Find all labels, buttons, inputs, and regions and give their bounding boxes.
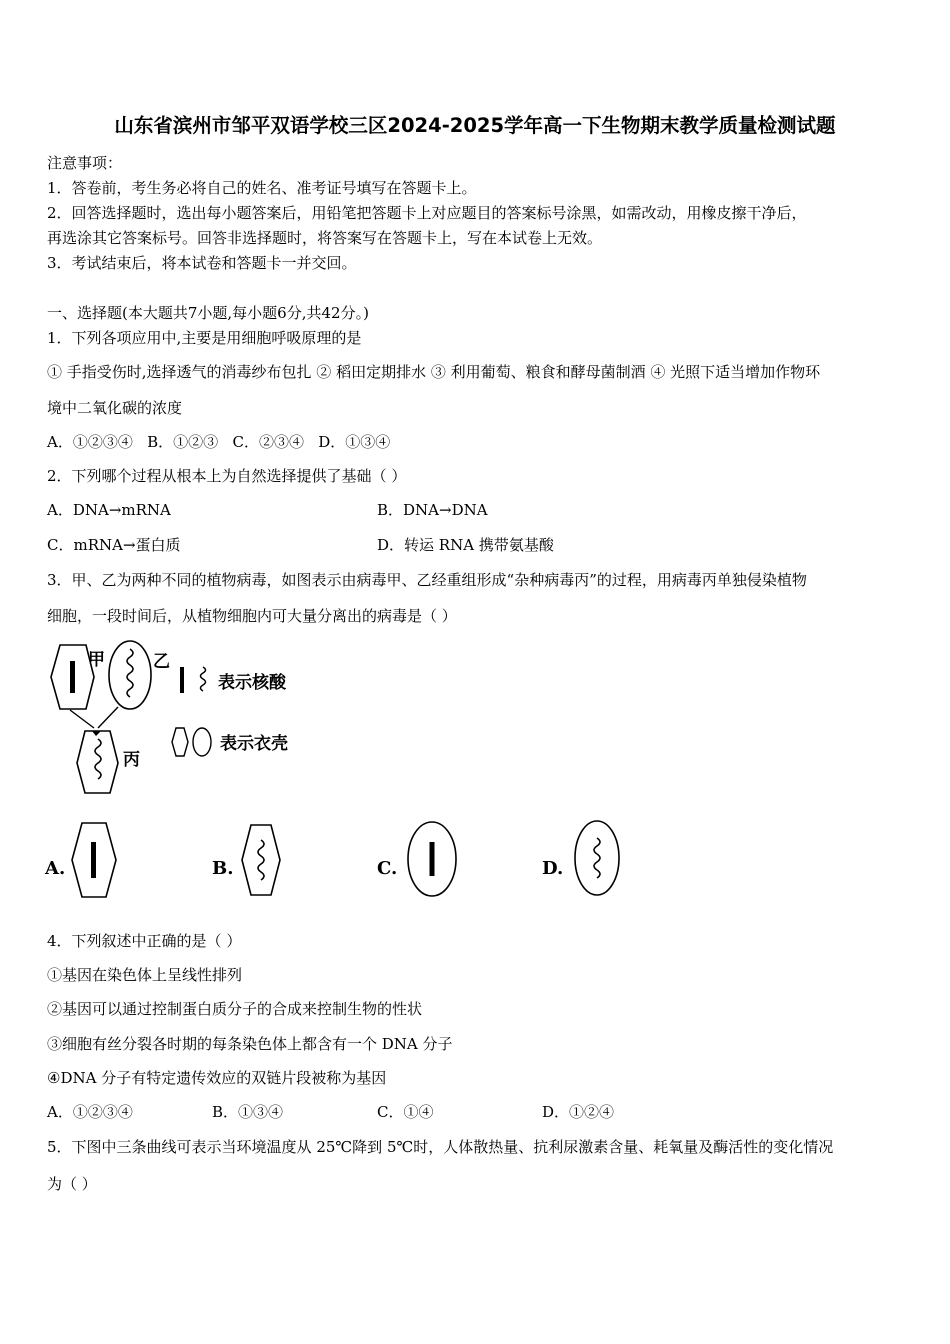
q5-stem-b: 为（ ） xyxy=(47,1175,97,1193)
q4-option-c: C．①④ xyxy=(377,1103,434,1121)
section-heading: 一、选择题(本大题共7小题,每小题6分,共42分。) xyxy=(47,304,369,322)
q1-items-b: 境中二氧化碳的浓度 xyxy=(47,399,183,417)
virus-jia-nucleic-acid xyxy=(70,661,75,693)
q3-stem-b: 细胞，一段时间后，从植物细胞内可大量分离出的病毒是（ ） xyxy=(47,607,457,625)
q4-option-b: B．①③④ xyxy=(212,1103,284,1121)
q4-stem: 4．下列叙述中正确的是（ ） xyxy=(47,932,242,950)
virus-recombination-diagram xyxy=(40,635,310,800)
q2-option-c: C．mRNA→蛋白质 xyxy=(47,536,181,554)
legend-hexagon-icon xyxy=(172,728,188,756)
q2-option-d: D．转运 RNA 携带氨基酸 xyxy=(377,536,554,554)
virus-yi-nucleic-acid xyxy=(127,649,133,697)
page-title: 山东省滨州市邹平双语学校三区2024-2025学年高一下生物期末教学质量检测试题 xyxy=(114,114,836,137)
label-yi: 乙 xyxy=(153,652,170,672)
q2-stem: 2．下列哪个过程从根本上为自然选择提供了基础（ ） xyxy=(47,467,407,485)
q5-stem-a: 5．下图中三条曲线可表示当环境温度从 25℃降到 5℃时，人体散热量、抗利尿激素含量、耗氧量及酶活性的变化情况 xyxy=(47,1138,834,1156)
q1-stem: 1．下列各项应用中,主要是用细胞呼吸原理的是 xyxy=(47,329,362,347)
q4-statement-1: ①基因在染色体上呈线性排列 xyxy=(47,966,243,984)
legend-ellipse-icon xyxy=(193,728,211,756)
q3-option-b-figure xyxy=(237,822,285,898)
q4-statement-3: ③细胞有丝分裂各时期的每条染色体上都含有一个 DNA 分子 xyxy=(47,1035,453,1053)
legend-shell-label: 表示衣壳 xyxy=(220,734,288,754)
virus-bing-capsid xyxy=(77,731,118,793)
legend-coil-icon xyxy=(201,667,206,691)
q3-option-b-label: B. xyxy=(212,858,234,879)
q1-options: A．①②③④ B．①②③ C．②③④ D．①③④ xyxy=(47,433,391,451)
q1-items-a: ① 手指受伤时,选择透气的消毒纱布包扎 ② 稻田定期排水 ③ 利用葡萄、粮食和酵母菌制酒 ④ 光照下适当增加作物环 xyxy=(47,363,821,381)
q3-option-a-label: A. xyxy=(45,858,66,879)
legend-nucleic-label: 表示核酸 xyxy=(218,673,286,693)
notice-line-2a: 2．回答选择题时，选出每小题答案后，用铅笔把答题卡上对应题目的答案标号涂黑，如需改动，用橡皮擦干净后， xyxy=(47,204,807,222)
virus-yi-capsid xyxy=(109,641,151,709)
label-bing: 丙 xyxy=(123,750,140,770)
q2-option-a: A．DNA→mRNA xyxy=(47,501,171,519)
q4-statement-2: ②基因可以通过控制蛋白质分子的合成来控制生物的性状 xyxy=(47,1000,423,1018)
q2-option-b: B．DNA→DNA xyxy=(377,501,488,519)
notice-heading: 注意事项： xyxy=(47,154,123,172)
label-jia: 甲 xyxy=(88,650,105,670)
q4-statement-4: ④DNA 分子有特定遗传效应的双链片段被称为基因 xyxy=(47,1069,387,1087)
q4-option-d: D．①②④ xyxy=(542,1103,615,1121)
q3-option-c-label: C. xyxy=(377,858,398,879)
q3-option-c-figure xyxy=(404,818,460,900)
notice-line-2b: 再选涂其它答案标号。回答非选择题时，将答案写在答题卡上，写在本试卷上无效。 xyxy=(47,229,603,247)
q3-option-d-figure xyxy=(572,818,622,898)
q3-option-d-label: D. xyxy=(542,858,564,879)
notice-line-1: 1．答卷前，考生务必将自己的姓名、准考证号填写在答题卡上。 xyxy=(47,179,477,197)
q4-option-a: A．①②③④ xyxy=(47,1103,133,1121)
q3-option-a-figure xyxy=(66,820,122,900)
virus-bing-nucleic-acid xyxy=(95,739,101,779)
notice-line-3: 3．考试结束后，将本试卷和答题卡一并交回。 xyxy=(47,254,357,272)
legend-rod-icon xyxy=(180,667,184,693)
q3-stem-a: 3．甲、乙为两种不同的植物病毒，如图表示由病毒甲、乙经重组形成“杂种病毒丙”的过程，用病毒丙单独侵染植物 xyxy=(47,571,807,589)
